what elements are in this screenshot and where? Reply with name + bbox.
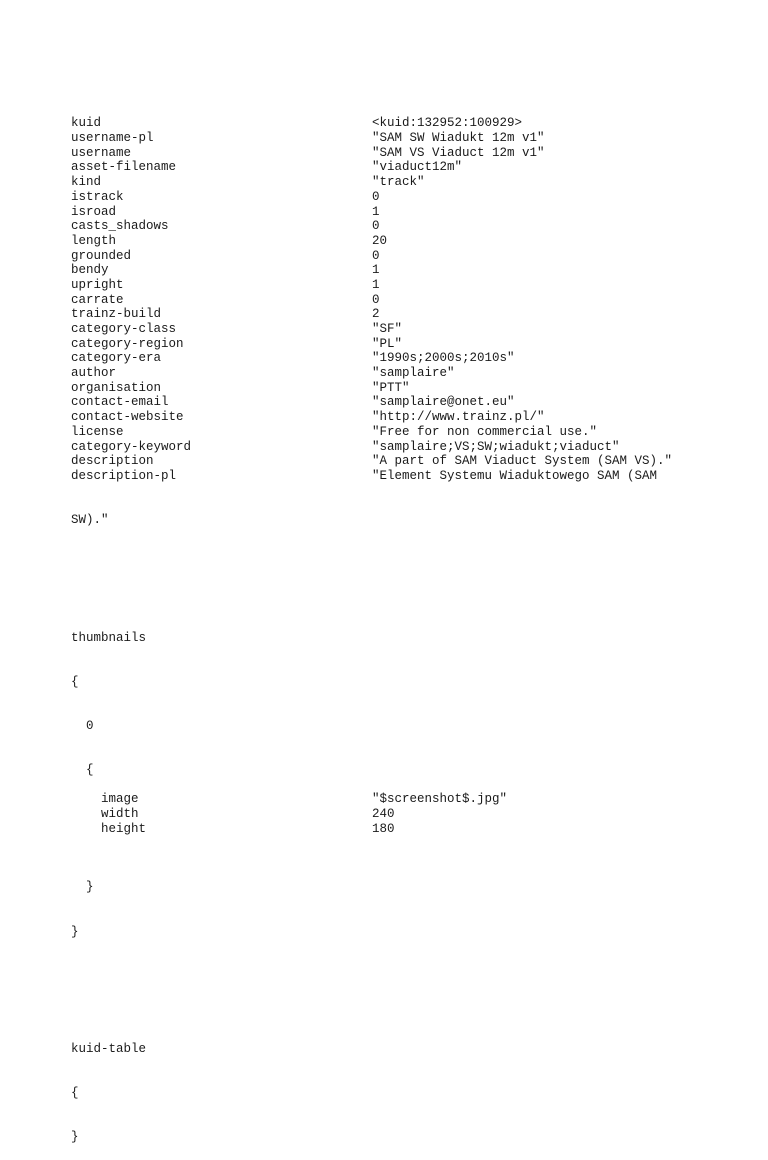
thumbnail-field-row (71, 822, 711, 837)
property-value: "PTT" (372, 380, 410, 395)
property-key: username-pl (71, 131, 154, 146)
property-row (71, 307, 711, 322)
property-value: 0 (372, 248, 380, 263)
config-document (71, 87, 711, 1160)
property-key: carrate (71, 292, 124, 307)
property-row (71, 410, 711, 425)
thumbnail-field-key: width (101, 806, 139, 821)
property-key: upright (71, 277, 124, 292)
property-value: "A part of SAM Viaduct System (SAM VS)." (372, 454, 673, 469)
property-key: description-pl (71, 468, 177, 483)
thumbnail-field-row (71, 807, 711, 822)
property-key: license (71, 424, 124, 439)
property-row (71, 249, 711, 264)
property-row (71, 469, 711, 484)
thumbnail-field-value: 180 (372, 821, 395, 836)
property-row (71, 351, 711, 366)
property-value: "1990s;2000s;2010s" (372, 351, 515, 366)
property-value: "SAM SW Wiadukt 12m v1" (372, 131, 545, 146)
property-value: 20 (372, 233, 388, 248)
thumbnails-label: thumbnails (71, 630, 147, 645)
property-row (71, 175, 711, 190)
property-key: category-class (71, 322, 177, 337)
blank-line (71, 969, 711, 984)
property-key: organisation (71, 380, 162, 395)
property-row (71, 219, 711, 234)
property-key: trainz-build (71, 307, 162, 322)
property-value: "http://www.trainz.pl/" (372, 410, 545, 425)
property-value: 1 (372, 263, 380, 278)
property-value: "viaduct12m" (372, 160, 463, 175)
property-value: 0 (372, 189, 380, 204)
property-row (71, 322, 711, 337)
property-value: 1 (372, 204, 380, 219)
property-list (71, 116, 711, 483)
property-row (71, 440, 711, 455)
thumbnail-inner-close-brace: } (86, 880, 94, 895)
property-row (71, 131, 711, 146)
property-key: category-region (71, 336, 184, 351)
property-key: category-keyword (71, 439, 192, 454)
kuid-table-close-brace: } (71, 1130, 79, 1145)
property-value: "track" (372, 175, 425, 190)
property-value: "Element Systemu Wiaduktowego SAM (SAM (372, 468, 658, 483)
property-value: "SAM VS Viaduct 12m v1" (372, 145, 545, 160)
kuid-table-open-brace: { (71, 1086, 79, 1101)
property-row (71, 146, 711, 161)
property-value: 0 (372, 292, 380, 307)
property-row (71, 190, 711, 205)
thumbnail-field-key: height (101, 821, 147, 836)
property-value: "samplaire@onet.eu" (372, 395, 515, 410)
property-key: length (71, 233, 117, 248)
thumbnail-field-value: "$screenshot$.jpg" (372, 792, 508, 807)
property-row (71, 293, 711, 308)
thumbnail-fields (71, 792, 711, 836)
property-row (71, 381, 711, 396)
property-row (71, 263, 711, 278)
thumbnails-open-brace: { (71, 674, 79, 689)
property-row (71, 366, 711, 381)
property-row (71, 160, 711, 175)
thumbnail-field-value: 240 (372, 806, 395, 821)
property-value: "samplaire" (372, 366, 455, 381)
property-value: <kuid:132952:100929> (372, 116, 523, 131)
property-value: "Free for non commercial use." (372, 424, 598, 439)
property-key: bendy (71, 263, 109, 278)
property-key: kuid (71, 116, 102, 131)
thumbnails-header (71, 616, 711, 645)
property-key: username (71, 145, 132, 160)
thumbnail-index: 0 (86, 718, 94, 733)
thumbnail-field-key: image (101, 792, 139, 807)
kuid-table-header (71, 1027, 711, 1057)
property-key: istrack (71, 189, 124, 204)
property-row (71, 454, 711, 469)
property-value: "SF" (372, 322, 403, 337)
property-row (71, 205, 711, 220)
description-pl-continuation: SW)." (71, 513, 109, 527)
property-value: 0 (372, 219, 380, 234)
property-key: isroad (71, 204, 117, 219)
property-key: casts_shadows (71, 219, 169, 234)
property-value: "PL" (372, 336, 403, 351)
property-key: grounded (71, 248, 132, 263)
property-value: 2 (372, 307, 380, 322)
property-value: 1 (372, 277, 380, 292)
property-key: category-era (71, 351, 162, 366)
kuid-table-label: kuid-table (71, 1042, 147, 1057)
property-row (71, 337, 711, 352)
property-key: kind (71, 175, 102, 190)
property-row (71, 278, 711, 293)
property-row (71, 234, 711, 249)
property-key: description (71, 454, 154, 469)
property-value: "samplaire;VS;SW;wiadukt;viaduct" (372, 439, 620, 454)
property-row (71, 116, 711, 131)
property-key: contact-website (71, 410, 184, 425)
thumbnails-close-brace: } (71, 924, 79, 939)
property-row (71, 425, 711, 440)
thumbnail-field-row (71, 792, 711, 807)
property-key: asset-filename (71, 160, 177, 175)
thumbnail-inner-open-brace: { (86, 762, 94, 777)
blank-line (71, 557, 711, 572)
property-key: contact-email (71, 395, 169, 410)
property-key: author (71, 366, 117, 381)
property-row (71, 395, 711, 410)
